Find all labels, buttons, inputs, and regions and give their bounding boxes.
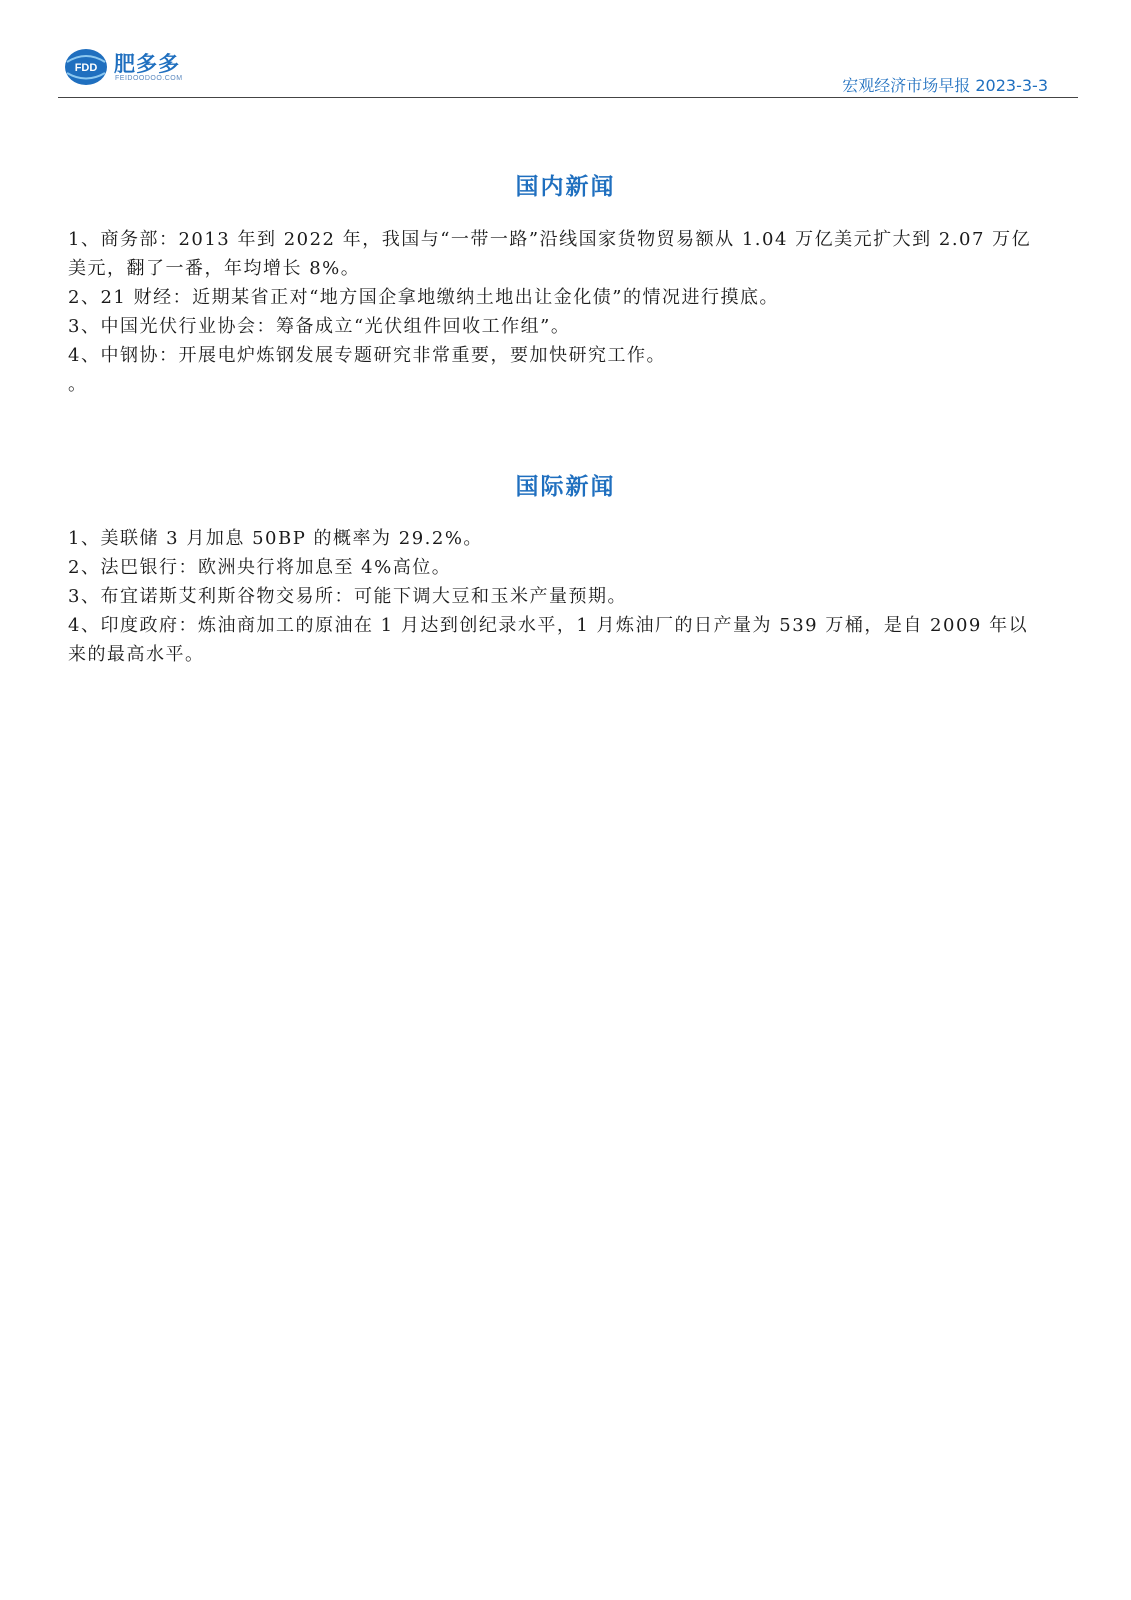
- logo-subtitle: FEIDOODOO.COM: [115, 75, 183, 82]
- logo-badge-text: FDD: [74, 62, 98, 74]
- domestic-news-item: 2、21 财经：近期某省正对“地方国企拿地缴纳土地出让金化债”的情况进行摸底。: [68, 287, 779, 308]
- company-logo: [64, 44, 194, 90]
- logo-name: 肥多多: [114, 52, 180, 76]
- domestic-news-item: 4、中钢协：开展电炉炼钢发展专题研究非常重要，要加快研究工作。: [68, 345, 666, 366]
- header-divider: [58, 97, 1078, 98]
- international-news-item: 4、印度政府：炼油商加工的原油在 1 月达到创纪录水平，1 月炼油厂的日产量为 539 万桶，是自 2009 年以来的最高水平。: [68, 615, 1029, 665]
- logo-badge-icon: [64, 48, 108, 86]
- domestic-news-item: 1、商务部：2013 年到 2022 年，我国与“一带一路”沿线国家货物贸易额从 1.04 万亿美元扩大到 2.07 万亿美元，翻了一番，年均增长 8%。: [68, 229, 1032, 279]
- international-news-item: 3、布宜诺斯艾利斯谷物交易所：可能下调大豆和玉米产量预期。: [68, 586, 627, 607]
- domestic-news-title: 国内新闻: [515, 174, 616, 200]
- page-header: [58, 40, 1078, 98]
- international-news-list: [68, 524, 1043, 669]
- international-news-item: 1、美联储 3 月加息 50BP 的概率为 29.2%。: [68, 528, 483, 549]
- domestic-news-list: [68, 225, 1043, 399]
- domestic-news-item: 3、中国光伏行业协会：筹备成立“光伏组件回收工作组”。: [68, 316, 571, 337]
- international-news-item: 2、法巴银行：欧洲央行将加息至 4%高位。: [68, 557, 452, 578]
- domestic-news-item: 。: [68, 374, 88, 395]
- international-news-title: 国际新闻: [515, 474, 616, 500]
- report-title: 宏观经济市场早报 2023-3-3: [842, 76, 1048, 95]
